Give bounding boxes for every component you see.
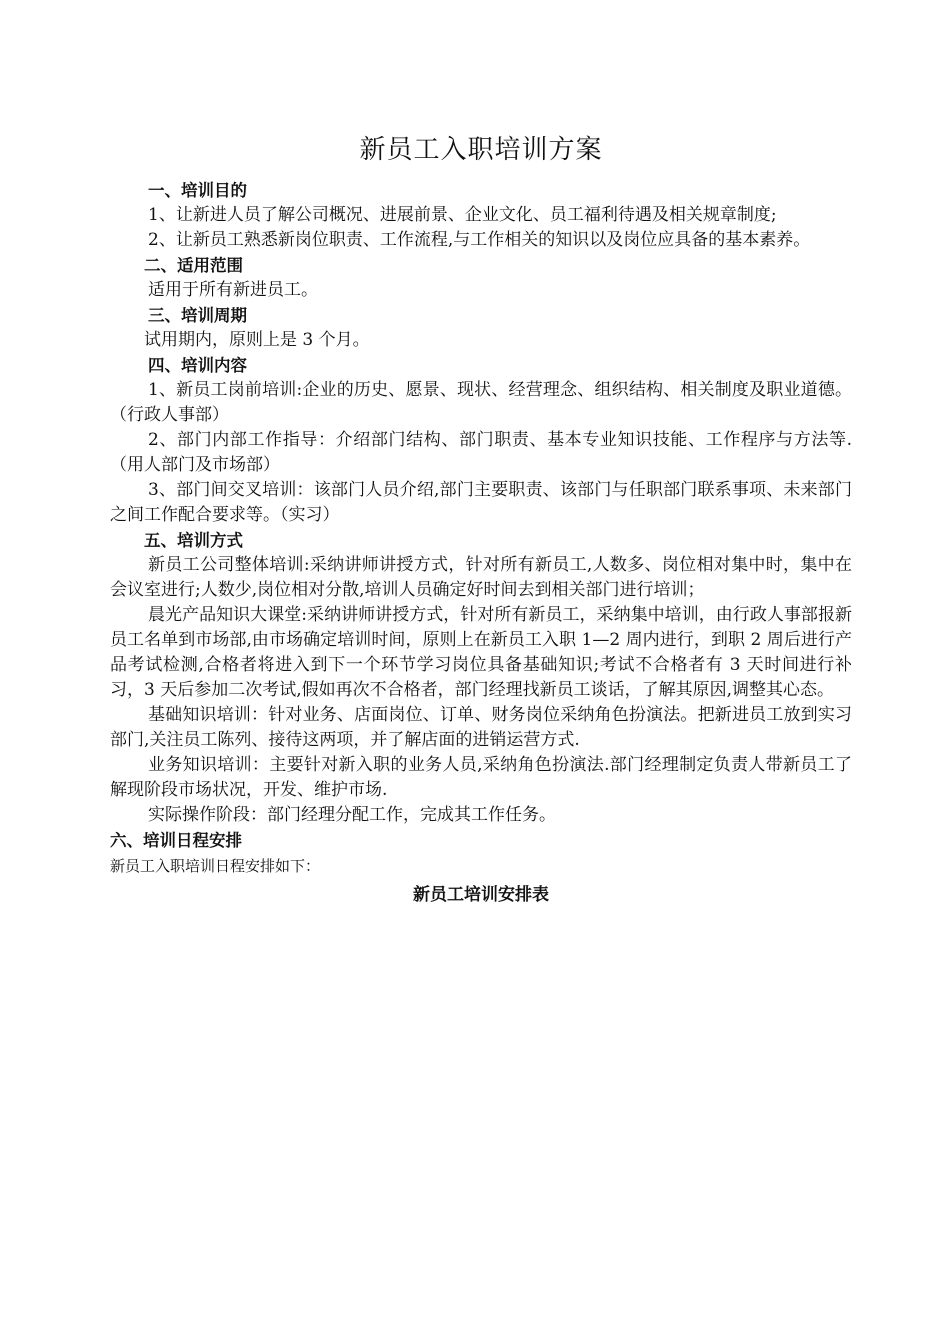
section-heading-method: 五、培训方式 [144, 531, 243, 550]
section-heading-content: 四、培训内容 [148, 356, 247, 375]
paragraph: 适用于所有新进员工。 [148, 280, 318, 300]
paragraph: 试用期内，原则上是 3 个月。 [144, 330, 370, 350]
section-heading-purpose: 一、培训目的 [148, 181, 247, 200]
document-page [110, 128, 852, 910]
paragraph: 1、新员工岗前培训:企业的历史、愿景、现状、经营理念、组织结构、相关制度及职业道德。（行政人事部） [110, 380, 852, 425]
paragraph: 实际操作阶段：部门经理分配工作，完成其工作任务。 [148, 805, 556, 825]
paragraph: 新员工公司整体培训:采纳讲师讲授方式，针对所有新员工,人数多、岗位相对集中时，集中在会议室进行;人数少,岗位相对分散,培训人员确定好时间去到相关部门进行培训； [110, 555, 852, 600]
paragraph: 业务知识培训：主要针对新入职的业务人员,采纳角色扮演法.部门经理制定负责人带新员工了解现阶段市场状况，开发、维护市场. [110, 755, 852, 800]
paragraph: 晨光产品知识大课堂:采纳讲师讲授方式，针对所有新员工，采纳集中培训，由行政人事部报新员工名单到市场部,由市场确定培训时间，原则上在新员工入职 1—2 周内进行，到职 2 周后进行产品考试检测,合格者将进入到下一个环节学习岗位具备基础知识;考试不合格者有 3 天时间进行补习，3 天后参加二次考试,假如再次不合格者，部门经理找新员工谈话，了解其原因,调整其心态。 [110, 605, 852, 700]
section-heading-scope: 二、适用范围 [144, 256, 243, 275]
paragraph: 2、部门内部工作指导：介绍部门结构、部门职责、基本专业知识技能、工作程序与方法等.（用人部门及市场部） [110, 430, 852, 475]
paragraph: 2、让新员工熟悉新岗位职责、工作流程,与工作相关的知识以及岗位应具备的基本素养。 [148, 230, 811, 250]
paragraph: 基础知识培训：针对业务、店面岗位、订单、财务岗位采纳角色扮演法。把新进员工放到实习部门,关注员工陈列、接待这两项，并了解店面的进销运营方式. [110, 705, 852, 750]
table-title: 新员工培训安排表 [413, 885, 549, 905]
section-heading-period: 三、培训周期 [148, 306, 247, 325]
paragraph: 新员工入职培训日程安排如下： [110, 857, 321, 875]
paragraph: 1、让新进人员了解公司概况、进展前景、企业文化、员工福利待遇及相关规章制度; [148, 205, 777, 225]
document-title: 新员工入职培训方案 [359, 135, 603, 165]
section-heading-schedule: 六、培训日程安排 [110, 831, 242, 850]
paragraph: 3、部门间交叉培训：该部门人员介绍,部门主要职责、该部门与任职部门联系事项、未来部门之间工作配合要求等。（实习） [110, 480, 852, 525]
